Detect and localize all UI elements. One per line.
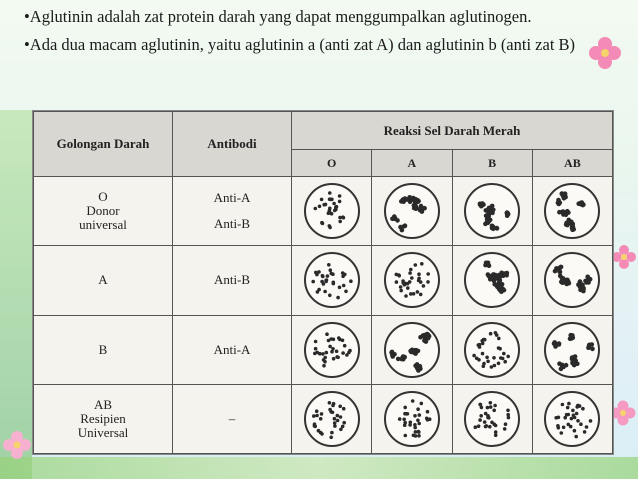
antibodi-cell: [173, 384, 292, 453]
golongan-label: O: [98, 189, 108, 205]
golongan-cell: [34, 315, 173, 384]
header-reaksi-b: B: [452, 150, 532, 177]
golongan-cell: [34, 384, 173, 453]
golongan-note: Donor: [86, 203, 120, 219]
petri-dish-icon: [462, 389, 522, 449]
header-antibodi: Antibodi: [173, 112, 292, 177]
bullet-aglutinin-types: •Ada dua macam aglutinin, yaitu aglutinin a (anti zat A) dan aglutinin b (anti zat B): [24, 35, 576, 54]
blood-type-table-image: [32, 110, 614, 455]
golongan-label: B: [98, 341, 108, 357]
petri-dish-icon: [542, 250, 602, 310]
golongan-note: Resipien: [80, 410, 126, 426]
petri-dish-icon: [542, 389, 602, 449]
table-row-b: [34, 315, 613, 384]
reaction-cell: [452, 384, 532, 453]
table-row-ab: [34, 384, 613, 453]
antibodi-cell: [173, 246, 292, 315]
header-golongan-darah: Golongan Darah: [34, 112, 173, 177]
petri-dish-icon: [302, 250, 362, 310]
decorative-grass-bottom: [0, 457, 638, 479]
petri-dish-icon: [462, 181, 522, 241]
antibodi-label: Anti-B: [213, 272, 251, 288]
flower-icon: [588, 36, 622, 70]
antibodi-label: –: [228, 410, 236, 426]
petri-dish-icon: [382, 389, 442, 449]
golongan-label: AB: [93, 396, 113, 412]
golongan-cell: [34, 246, 173, 315]
header-reaksi-a: A: [372, 150, 452, 177]
decorative-grass-left: [0, 110, 32, 479]
petri-dish-icon: [382, 250, 442, 310]
petri-dish-icon: [462, 250, 522, 310]
reaction-cell: [452, 315, 532, 384]
reaction-cell: [292, 315, 372, 384]
petri-dish-icon: [462, 320, 522, 380]
antibodi-label: Anti-A: [213, 190, 251, 206]
header-reaksi-ab: AB: [532, 150, 612, 177]
golongan-note: Universal: [77, 424, 129, 440]
reaction-cell: [532, 384, 612, 453]
petri-dish-icon: [302, 320, 362, 380]
blood-type-table: [33, 111, 613, 454]
petri-dish-icon: [382, 320, 442, 380]
header-reaksi: Reaksi Sel Darah Merah: [292, 112, 613, 150]
table-row-a: [34, 246, 613, 315]
golongan-note: universal: [79, 217, 127, 233]
table-row-o: [34, 177, 613, 246]
petri-dish-icon: [542, 181, 602, 241]
flower-icon: [2, 430, 32, 460]
reaction-cell: [532, 246, 612, 315]
reaction-cell: [372, 177, 452, 246]
reaction-cell: [372, 384, 452, 453]
reaction-cell: [372, 246, 452, 315]
golongan-label: A: [98, 272, 108, 288]
bullet-aglutinin-definition: •Aglutinin adalah zat protein darah yang dapat menggumpalkan aglutinogen.: [24, 7, 532, 26]
reaction-cell: [372, 315, 452, 384]
header-reaksi-o: O: [292, 150, 372, 177]
antibodi-label: Anti-B: [213, 216, 251, 232]
petri-dish-icon: [302, 181, 362, 241]
antibodi-cell: [173, 315, 292, 384]
reaction-cell: [292, 246, 372, 315]
antibodi-cell: [173, 177, 292, 246]
antibodi-label: Anti-A: [213, 341, 251, 357]
reaction-cell: [452, 177, 532, 246]
flower-icon: [612, 245, 636, 269]
petri-dish-icon: [382, 181, 442, 241]
golongan-cell: [34, 177, 173, 246]
reaction-cell: [452, 246, 532, 315]
petri-dish-icon: [302, 389, 362, 449]
petri-dish-icon: [542, 320, 602, 380]
reaction-cell: [532, 177, 612, 246]
bullet-list: [24, 6, 584, 62]
reaction-cell: [532, 315, 612, 384]
reaction-cell: [292, 177, 372, 246]
reaction-cell: [292, 384, 372, 453]
